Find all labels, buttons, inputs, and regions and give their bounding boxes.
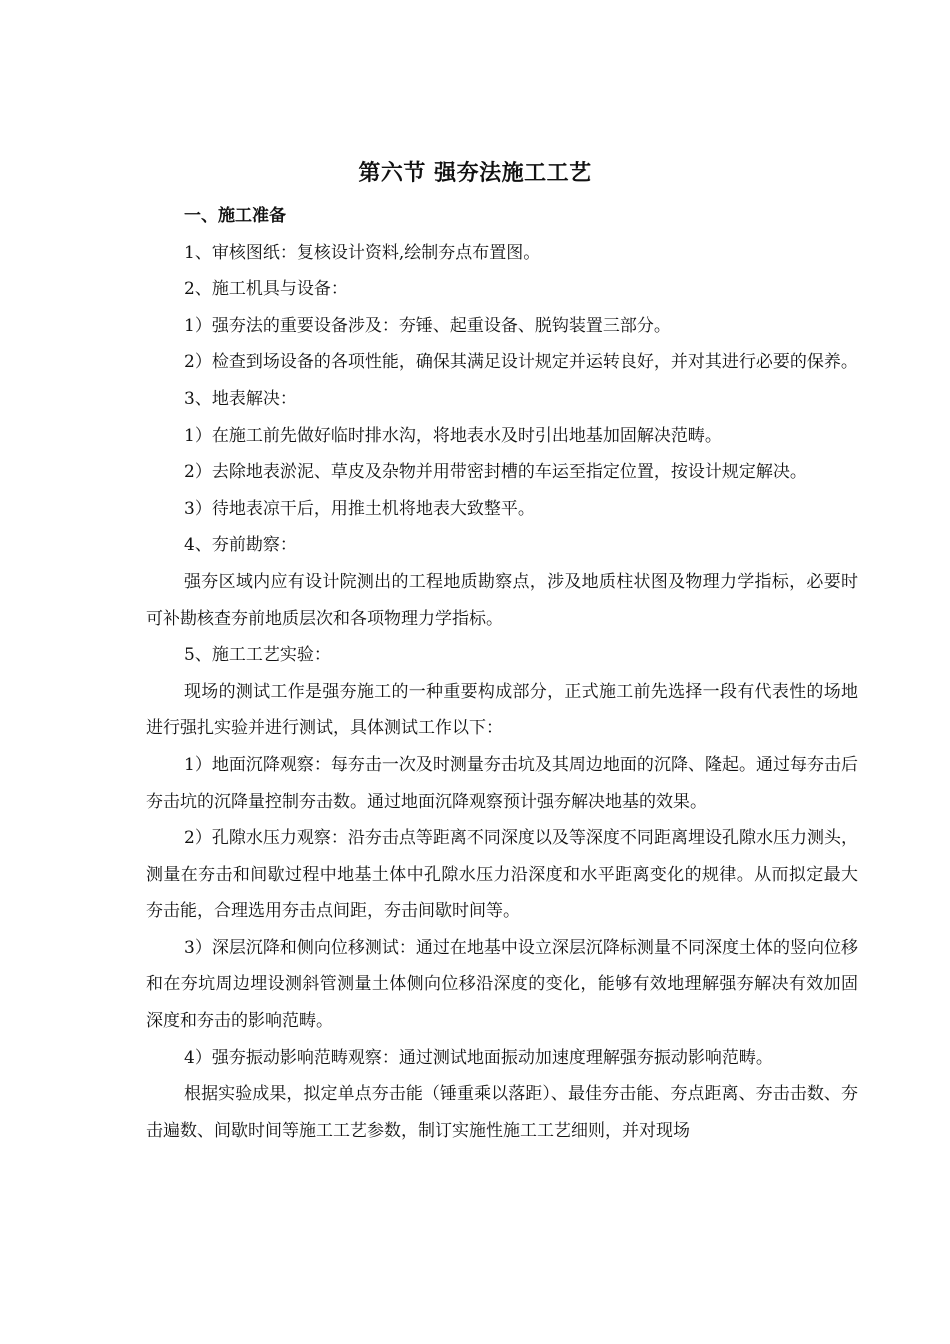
section-title: 第六节 强夯法施工工艺 — [358, 160, 592, 186]
body-paragraph: 3、地表解决： — [184, 388, 297, 409]
body-paragraph: 2、施工机具与设备： — [184, 279, 348, 300]
document-body — [146, 198, 858, 1149]
body-paragraph: 3）待地表凉干后，用推土机将地表大致整平。 — [184, 498, 535, 519]
body-paragraph: 强夯区域内应有设计院测出的工程地质勘察点，涉及地质柱状图及物理力学指标，必要时可补勘核查夯前地质层次和各项物理力学指标。 — [146, 571, 858, 629]
body-paragraph: 2）孔隙水压力观察：沿夯击点等距离不同深度以及等深度不同距离埋设孔隙水压力测头，测量在夯击和间歇过程中地基土体中孔隙水压力沿深度和水平距离变化的规律。从而拟定最大夯击能，合理选用夯击点间距，夯击间歇时间等。 — [146, 828, 858, 922]
body-paragraph: 4、夯前勘察： — [184, 535, 297, 556]
body-paragraph: 1）在施工前先做好临时排水沟，将地表水及时引出地基加固解决范畴。 — [184, 425, 722, 446]
body-paragraph: 5、施工工艺实验： — [184, 645, 331, 666]
body-paragraph: 2）去除地表淤泥、草皮及杂物并用带密封槽的车运至指定位置，按设计规定解决。 — [184, 462, 807, 483]
body-paragraph: 1）强夯法的重要设备涉及：夯锤、起重设备、脱钩装置三部分。 — [184, 315, 671, 336]
body-paragraph: 现场的测试工作是强夯施工的一种重要构成部分，正式施工前先选择一段有代表性的场地进行强扎实验并进行测试，具体测试工作以下： — [146, 681, 858, 739]
body-paragraph: 2）检查到场设备的各项性能，确保其满足设计规定并运转良好，并对其进行必要的保养。 — [184, 352, 858, 373]
section-heading: 一、施工准备 — [184, 206, 286, 226]
body-paragraph: 根据实验成果，拟定单点夯击能（锤重乘以落距）、最佳夯击能、夯点距离、夯击击数、夯击遍数、间歇时间等施工工艺参数，制订实施性施工工艺细则，并对现场 — [146, 1084, 858, 1141]
body-paragraph: 4）强夯振动影响范畴观察：通过测试地面振动加速度理解强夯振动影响范畴。 — [184, 1047, 773, 1068]
body-paragraph: 1、审核图纸：复核设计资料,绘制夯点布置图。 — [184, 242, 541, 263]
body-paragraph: 3）深层沉降和侧向位移测试：通过在地基中设立深层沉降标测量不同深度土体的竖向位移和在夯坑周边埋设测斜管测量土体侧向位移沿深度的变化，能够有效地理解强夯解决有效加固深度和夯击的影响范畴。 — [146, 937, 858, 1032]
body-paragraph: 1）地面沉降观察：每夯击一次及时测量夯击坑及其周边地面的沉降、隆起。通过每夯击后夯击坑的沉降量控制夯击数。通过地面沉降观察预计强夯解决地基的效果。 — [146, 754, 858, 812]
